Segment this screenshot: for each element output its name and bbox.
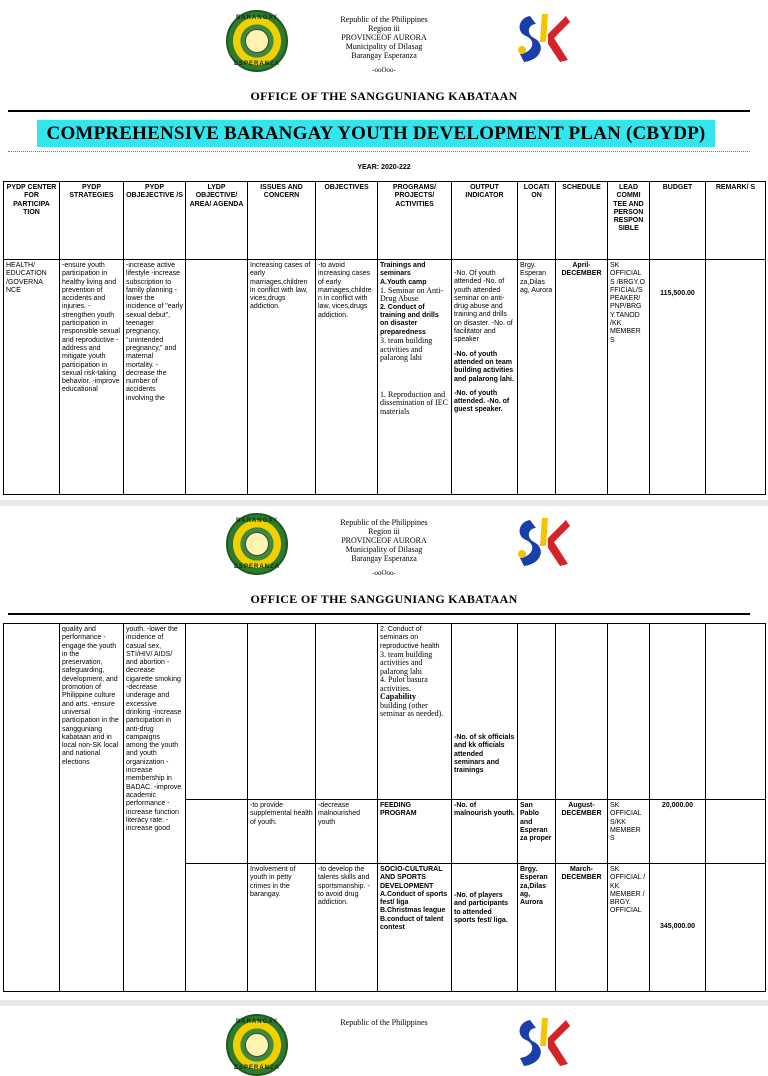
program-item-repro: 1. Reproduction and dissemination of IEC materials bbox=[380, 389, 448, 416]
office-title: OFFICE OF THE SANGGUNIANG KABATAAN bbox=[250, 89, 518, 103]
cell-pydp-objectives: -increase active lifestyle -increase subscription to family planning -lower the incidence of "early sexual debut", teenager pregnancy, "unintended pregnancy," and maternal mortality. -decrease the number of accidents involving the bbox=[124, 260, 186, 495]
cell-issues: Involvement of youth in petty crimes in the barangay. bbox=[248, 864, 316, 992]
letterhead: Republic of the Philippines Region iii PROVINCEOF AURORA Municipality of Dilasag Barangay Esperanza -ooOoo- bbox=[340, 518, 428, 577]
page-break bbox=[0, 1000, 768, 1006]
table-row bbox=[4, 260, 766, 495]
cell-lead: SK OFFICIAL S /BRGY.O FFICIAL/S PEAKER/ PNP/BRG Y.TANOD /KK MEMBER S bbox=[608, 260, 650, 495]
col-pydp-objectives: PYDP OBJEJECTIVE /S bbox=[124, 182, 186, 260]
output-item: -No. of youth attended on team building activities and palarong lahi. bbox=[454, 350, 514, 383]
cell-programs: FEEDING PROGRAM bbox=[378, 800, 452, 864]
cell-objectives: -to develop the talents skills and sportsmanship. -to avoid drug addiction. bbox=[316, 864, 378, 992]
col-objectives: OBJECTIVES bbox=[316, 182, 378, 260]
output-item: -No. of sk officials and kk officials attended seminars and trainings bbox=[454, 734, 515, 775]
program-item: building (other seminar as needed). bbox=[380, 700, 444, 719]
cell-issues: Increasing cases of early marriages,children in conflict with law, vices,drugs addiction. bbox=[248, 260, 316, 495]
programs-heading: Trainings and seminars bbox=[380, 262, 426, 278]
barangay-line: Barangay Esperanza bbox=[351, 51, 417, 60]
office-title: OFFICE OF THE SANGGUNIANG KABATAAN bbox=[250, 592, 518, 606]
cell-remarks bbox=[706, 800, 766, 864]
cbydp-table-page2 bbox=[3, 623, 766, 992]
cell-remarks bbox=[706, 260, 766, 495]
page-break bbox=[0, 500, 768, 506]
cell-center bbox=[4, 624, 60, 992]
col-center: PYDP CENTER FOR PARTICIPA TION bbox=[4, 182, 60, 260]
seal-text-bottom: ESPERANZA bbox=[233, 61, 280, 67]
title-divider bbox=[8, 151, 750, 152]
cell-schedule: April-DECEMBER bbox=[556, 260, 608, 495]
header-rule bbox=[8, 110, 750, 112]
cell-lydp bbox=[186, 800, 248, 864]
cell-output: -No. of players and participants to attended sports fest/ liga. bbox=[452, 864, 518, 992]
plan-year: YEAR: 2020-222 bbox=[357, 164, 411, 171]
republic-line: Republic of the Philippines bbox=[340, 15, 428, 24]
col-budget: BUDGET bbox=[650, 182, 706, 260]
cell-budget: 115,500.00 bbox=[650, 260, 706, 495]
region-line: Region iii bbox=[368, 24, 400, 33]
cell-budget bbox=[650, 624, 706, 800]
cell-pydp-objectives: youth. -lower the incidence of casual sex, STI/HIV/ AIDS/ and abortion -decrease cigarette smoking -decrease underage and excessive drinking -increase participation in anti-drug campaigns among the youth and youth organization -increase membership in BADAC. -improve academic performance -increase function literacy rate. - increase good bbox=[124, 624, 186, 992]
programs-youth-camp: A.Youth camp bbox=[380, 278, 427, 286]
cbydp-table-page1 bbox=[3, 181, 766, 495]
col-schedule: SCHEDULE bbox=[556, 182, 608, 260]
cell-strategies: -ensure youth participation in healthy living and prevention of accidents and injuries. -strengthen youth participation in responsible sexual and reproductive - address and mitigate youth participation in sexual risk-taking behavior. -improve educational bbox=[60, 260, 124, 495]
table-header-row bbox=[4, 182, 766, 260]
cell-output bbox=[452, 260, 518, 495]
letterhead bbox=[0, 15, 768, 75]
table-row bbox=[4, 624, 766, 800]
header-rule bbox=[8, 613, 750, 615]
col-remarks: REMARK/ S bbox=[706, 182, 766, 260]
cell-remarks bbox=[706, 624, 766, 800]
col-lydp-objective: LYDP OBJECTIVE/ AREA/ AGENDA bbox=[186, 182, 248, 260]
cell-issues: -to provide supplemental health of youth. bbox=[248, 800, 316, 864]
cell-programs: SOCIO-CULTURAL AND SPORTS DEVELOPMENT A.Conduct of sports fest/ liga B.Christmas league B.conduct of talent contest bbox=[378, 864, 452, 992]
cell-lydp bbox=[186, 260, 248, 495]
program-item: 2. Conduct of seminars on reproductive health bbox=[380, 626, 440, 650]
cell-location: Brgy. Esperan za,Dilas ag, Aurora bbox=[518, 260, 556, 495]
col-lead: LEAD COMMI TEE AND PERSON RESPON SIBLE bbox=[608, 182, 650, 260]
program-item: 4. Pulot basura activities. bbox=[380, 675, 428, 693]
province-line: PROVINCEOF AURORA bbox=[341, 33, 427, 42]
program-item-capability: Capability bbox=[380, 692, 417, 702]
letterhead-partial: Republic of the Philippines bbox=[340, 1018, 428, 1027]
cell-schedule: March-DECEMBER bbox=[556, 864, 608, 992]
cell-location: San Pablo and Esperan za proper bbox=[518, 800, 556, 864]
cell-remarks bbox=[706, 864, 766, 992]
barangay-seal-logo: BARANGAY ESPERANZA bbox=[226, 513, 288, 575]
cell-lead: SK OFFICIAL S/KK MEMBER S bbox=[608, 800, 650, 864]
cell-schedule: August-DECEMBER bbox=[556, 800, 608, 864]
cell-output: -No. of malnourish youth. bbox=[452, 800, 518, 864]
output-item: -No. Of youth attended -No. of youth attended seminar on anti-drug abuse and training and drills on disaster. -No. of facilitator and speaker bbox=[454, 270, 513, 344]
program-item: 2. Conduct of training and drills on disaster preparedness bbox=[380, 303, 439, 336]
plan-title: COMPREHENSIVE BARANGAY YOUTH DEVELOPMENT PLAN (CBYDP) bbox=[46, 123, 706, 144]
seal-text-top: BARANGAY bbox=[235, 15, 279, 21]
cell-issues bbox=[248, 624, 316, 800]
cell-budget: 20,000.00 bbox=[650, 800, 706, 864]
cell-location bbox=[518, 624, 556, 800]
cell-programs bbox=[378, 624, 452, 800]
cell-programs bbox=[378, 260, 452, 495]
cell-center: HEALTH/ EDUCATION /GOVERNA NCE bbox=[4, 260, 60, 495]
cell-schedule bbox=[556, 624, 608, 800]
col-output: OUTPUT INDICATOR bbox=[452, 182, 518, 260]
plan-title-band bbox=[37, 120, 715, 147]
cell-strategies: quality and performance -engage the youth in the preservation, safeguarding, development, and promotion of Philippine culture and arts. -ensure universal participation in the sangguniang kabataan and in local non-SK local and national elections bbox=[60, 624, 124, 992]
program-item: 3. team building activities and palarong lahi bbox=[380, 649, 433, 676]
cell-output bbox=[452, 624, 518, 800]
program-item: 3. team building activities and palarong lahi bbox=[380, 336, 433, 363]
cell-location: Brgy. Esperan za,Dilas ag, Aurora bbox=[518, 864, 556, 992]
separator: -ooOoo- bbox=[372, 66, 396, 74]
output-item: -No. of youth attended. -No. of guest speaker. bbox=[454, 389, 510, 414]
cell-objectives: -decrease malnourished youth bbox=[316, 800, 378, 864]
cell-lead: SK OFFICIAL / KK MEMBER / BRGY. OFFICIAL bbox=[608, 864, 650, 992]
program-item: 1. Seminar on Anti-Drug Abuse bbox=[380, 285, 444, 304]
cell-objectives bbox=[316, 624, 378, 800]
cell-objectives: -to avoid increasing cases of early marriages,children in conflict with law, vices,drugs addiction. bbox=[316, 260, 378, 495]
municipality-line: Municipality of Dilasag bbox=[345, 42, 423, 51]
col-programs: PROGRAMS/ PROJECTS/ ACTIVITIES bbox=[378, 182, 452, 260]
cell-lead bbox=[608, 624, 650, 800]
col-location: LOCATI ON bbox=[518, 182, 556, 260]
col-strategies: PYDP STRATEGIES bbox=[60, 182, 124, 260]
barangay-seal-logo: BARANGAY ESPERANZA bbox=[226, 1014, 288, 1076]
cell-budget: 345,000.00 bbox=[650, 864, 706, 992]
col-issues: ISSUES AND CONCERN bbox=[248, 182, 316, 260]
cell-lydp bbox=[186, 864, 248, 992]
cell-lydp bbox=[186, 624, 248, 800]
